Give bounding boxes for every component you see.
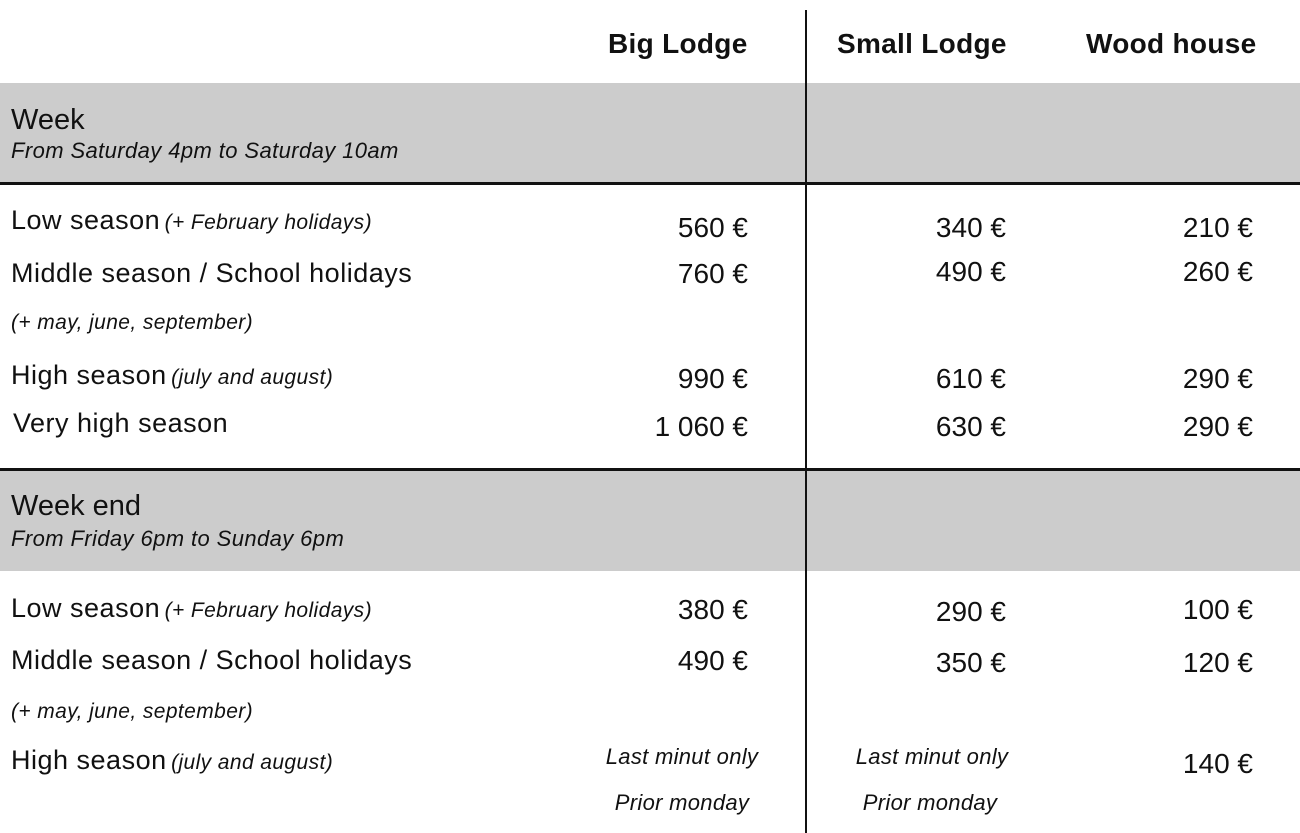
table-row [11, 593, 372, 624]
row-label: Very high season [13, 408, 229, 438]
column-header-big-lodge: Big Lodge [608, 28, 748, 59]
column-header-wood-house: Wood house [1086, 28, 1257, 59]
table-row [13, 408, 228, 439]
row-note: (july and august) [171, 366, 334, 389]
price-cell: 990 € [677, 363, 748, 394]
price-cell-note: Last minut only [605, 744, 759, 769]
table-row [11, 360, 333, 391]
row-note: (+ February holidays) [164, 211, 372, 234]
price-cell: 490 € [677, 645, 748, 676]
price-cell: 610 € [935, 363, 1006, 394]
row-label: Low season [11, 593, 161, 623]
row-note: (+ February holidays) [164, 599, 372, 622]
section-band-week [0, 83, 1300, 183]
price-cell: 350 € [935, 647, 1006, 678]
row-label: High season [11, 360, 167, 390]
price-cell: 120 € [1182, 647, 1253, 678]
section-title-weekend: Week end [11, 490, 142, 522]
row-label: Middle season / School holidays [11, 258, 413, 288]
price-cell: 100 € [1182, 594, 1253, 625]
section-title-week: Week [11, 104, 85, 136]
table-row [11, 258, 412, 289]
price-cell: 260 € [1182, 256, 1253, 287]
price-cell: 290 € [935, 596, 1006, 627]
row-label: High season [11, 745, 167, 775]
row-note: (july and august) [171, 751, 334, 774]
table-row [11, 645, 412, 676]
column-divider [805, 10, 807, 833]
price-cell: 290 € [1182, 411, 1253, 442]
price-cell: 490 € [935, 256, 1006, 287]
price-cell: 210 € [1182, 212, 1253, 243]
row-label: Low season [11, 205, 161, 235]
section-band-weekend [0, 471, 1300, 571]
section-subtitle-weekend: From Friday 6pm to Sunday 6pm [11, 526, 345, 551]
price-cell: 140 € [1182, 748, 1253, 779]
price-cell: 1 060 € [654, 411, 748, 442]
divider-week-top [0, 182, 1300, 185]
price-cell: 630 € [935, 411, 1006, 442]
price-cell: 380 € [677, 594, 748, 625]
column-header-small-lodge: Small Lodge [837, 28, 1007, 59]
row-sub-note: (+ may, june, september) [11, 311, 254, 334]
table-row [11, 745, 333, 776]
row-sub-note: (+ may, june, september) [11, 700, 254, 723]
price-cell: 340 € [935, 212, 1006, 243]
table-row [11, 205, 372, 236]
price-cell: 290 € [1182, 363, 1253, 394]
price-cell: 560 € [677, 212, 748, 243]
price-cell-note: Last minut only [855, 744, 1009, 769]
price-cell: 760 € [677, 258, 748, 289]
section-subtitle-week: From Saturday 4pm to Saturday 10am [11, 138, 399, 163]
row-label: Middle season / School holidays [11, 645, 413, 675]
price-cell-note: Prior monday [614, 790, 750, 815]
price-cell-note: Prior monday [862, 790, 998, 815]
